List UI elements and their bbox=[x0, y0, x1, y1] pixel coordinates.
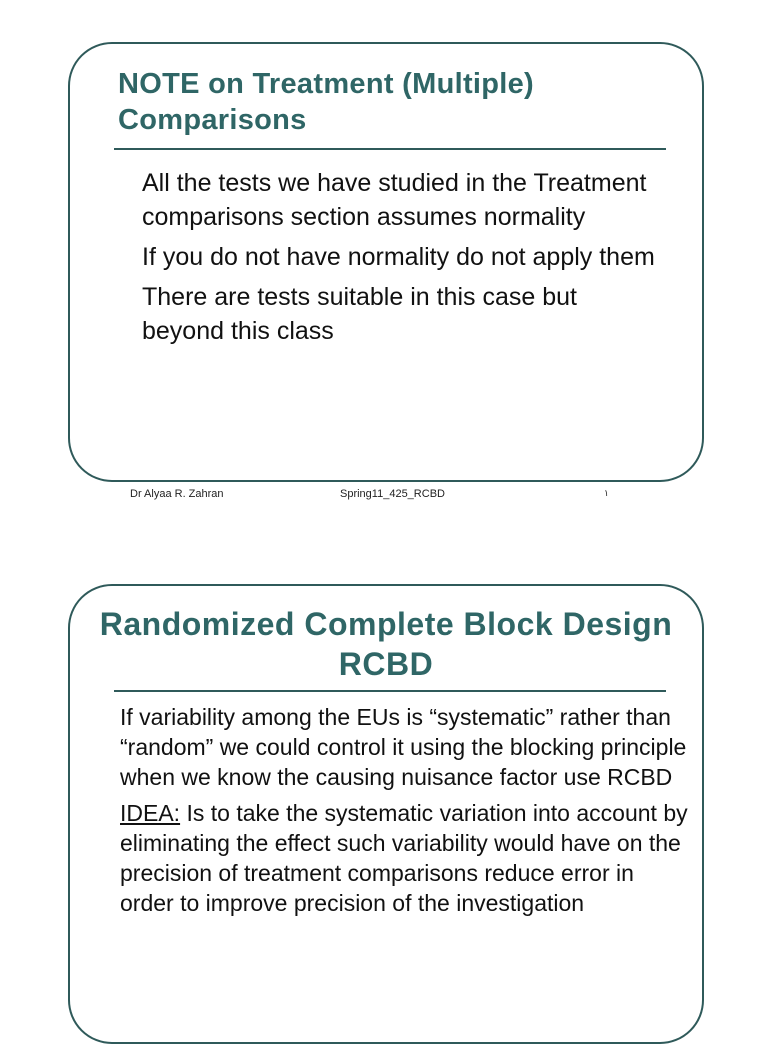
footer-page-number: ۱ bbox=[604, 488, 609, 498]
footer-filename: Spring11_425_RCBD bbox=[340, 488, 445, 500]
bullet-list bbox=[142, 166, 662, 354]
bullet-item: There are tests suitable in this case but beyond this class bbox=[142, 283, 577, 345]
bullet-item: All the tests we have studied in the Treatment comparisons section assumes normality bbox=[142, 169, 647, 231]
paragraph-variability: If variability among the EUs is “systematic” rather than “random” we could control it using the blocking principle when we know the causing nuisance factor use RCBD bbox=[120, 704, 687, 790]
idea-text: Is to take the systematic variation into account by eliminating the effect such variability would have on the precision of treatment comparisons reduce error in order to improve precision of the investigation bbox=[120, 800, 688, 916]
slide-treatment-comparisons bbox=[68, 42, 704, 482]
slide-rcbd bbox=[68, 584, 704, 1044]
slide-title: NOTE on Treatment (Multiple) Comparisons bbox=[118, 68, 535, 136]
title-divider bbox=[114, 690, 666, 692]
paragraph-list bbox=[120, 702, 690, 924]
footer-author: Dr Alyaa R. Zahran bbox=[130, 488, 224, 500]
bullet-item: If you do not have normality do not apply them bbox=[142, 243, 655, 271]
idea-label: IDEA: bbox=[120, 800, 181, 826]
slide-title: Randomized Complete Block Design RCBD bbox=[99, 606, 673, 682]
title-divider bbox=[114, 148, 666, 150]
paragraph-idea bbox=[120, 798, 690, 918]
